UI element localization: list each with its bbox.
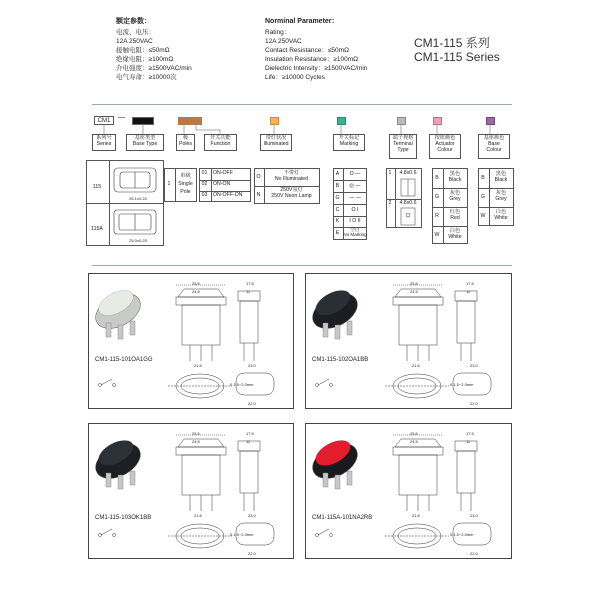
- base-dim-115: 26.1±0.20: [129, 196, 147, 201]
- side-view-housing: [399, 455, 437, 495]
- side-view-flange: [393, 297, 443, 305]
- terminal-pin: [323, 323, 328, 337]
- dim-label: 25.6: [192, 281, 200, 286]
- header-function-cn: 开关功能: [210, 135, 231, 141]
- header-poles-en: Poles: [179, 141, 192, 147]
- dim-label: 11: [246, 439, 251, 444]
- base-dim-115a: 25.0±0.25: [129, 238, 147, 243]
- side-view-actuator: [395, 289, 441, 297]
- dim-label: 21.6: [194, 513, 202, 518]
- side-view-actuator: [178, 289, 224, 297]
- front-view-top: [455, 441, 477, 451]
- terminal-pin: [130, 321, 135, 335]
- dim-label: 11: [246, 289, 251, 294]
- rated-line: 绝缘电阻：≥100mΩ: [116, 56, 174, 63]
- rated-line: 12A 250VAC: [116, 38, 153, 45]
- front-view-housing: [457, 451, 475, 493]
- side-view-housing: [182, 305, 220, 345]
- actuator-code: W: [434, 232, 440, 238]
- rated-line: 接触电阻：≤50mΩ: [116, 47, 170, 54]
- actuator-colour-cn: 黑色: [449, 171, 461, 177]
- terminal-pin: [130, 471, 135, 485]
- nominal-line: Life：≥10000 Cycles: [265, 74, 325, 81]
- circuit-switch: [318, 529, 329, 535]
- header-base-colour-en-2: Colour: [486, 147, 502, 153]
- header-illuminated-cn: 带灯状况: [265, 135, 287, 141]
- panel-cutout: [236, 523, 274, 545]
- function-code: 02: [201, 181, 208, 187]
- marking-symbol: I O II: [349, 218, 361, 224]
- poles-number: 1: [167, 181, 171, 187]
- nominal-line: Rating：: [265, 29, 291, 36]
- dim-label: 25.6: [192, 431, 200, 436]
- dim-label: 24.5: [192, 289, 200, 294]
- actuator-colour-en: Grey: [449, 196, 461, 202]
- dim-label: 22.0: [248, 401, 256, 406]
- circuit-node: [330, 534, 333, 537]
- terminal-label: 4.8x0.6: [399, 200, 417, 206]
- header-actuator-en: Actuator: [435, 141, 455, 147]
- poles-label-en-2: Pole: [180, 189, 191, 195]
- side-view-housing: [399, 305, 437, 345]
- poles-label-en: Single: [178, 181, 193, 187]
- series-title-en: CM1-115 Series: [414, 50, 500, 64]
- circuit-node: [330, 384, 333, 387]
- header-series-cn: 系列号: [96, 135, 112, 141]
- terminal-code: 1: [388, 170, 392, 176]
- dim-label: 17.5: [246, 431, 254, 436]
- marking-code: B: [335, 183, 340, 189]
- actuator-code: G: [434, 194, 440, 200]
- terminal-pin: [118, 475, 123, 489]
- header-base-colour-en: Base: [488, 141, 500, 147]
- actuator-colour-cn: 灰色: [449, 190, 461, 196]
- series-115: 115: [92, 184, 102, 190]
- marking-code: A: [335, 171, 340, 177]
- base-colour-code: G: [480, 194, 486, 200]
- dim-label: 23.0: [470, 363, 478, 368]
- dim-label: 21.6: [412, 513, 420, 518]
- dim-label: 0.1.5~2.0mm: [230, 382, 254, 387]
- dim-label: 22.0: [470, 551, 478, 556]
- dim-label: 23.0: [248, 363, 256, 368]
- circuit-node: [113, 534, 116, 537]
- marking-blank-en: No Marking: [343, 232, 367, 237]
- actuator-colour-cn: 白色: [449, 228, 461, 234]
- circuit-node: [113, 384, 116, 387]
- side-view-actuator: [395, 439, 441, 447]
- circuit-switch: [101, 529, 112, 535]
- illuminated-label-n-en: 250V Neon Lamp: [271, 193, 312, 199]
- header-terminal-cn: 端子规格: [392, 135, 414, 141]
- illuminated-code-n: N: [256, 192, 261, 198]
- header-illuminated-en: Illuminated: [263, 141, 289, 147]
- function-label: ON-ON: [213, 181, 231, 187]
- terminal-pin: [323, 473, 328, 487]
- function-code: 01: [201, 170, 208, 176]
- actuator-colour-cn: 红色: [449, 209, 461, 215]
- dim-label: 11: [466, 439, 471, 444]
- nominal-line: 12A 250VAC: [265, 38, 302, 45]
- product-label-4: CM1-115A-101NA2RB: [312, 515, 373, 521]
- side-view-flange: [176, 447, 226, 455]
- function-code: 03: [201, 192, 208, 198]
- terminal-pin: [118, 325, 123, 339]
- illuminated-label-o-cn: 不带灯: [283, 170, 300, 176]
- illuminated-label-o-en: No Illuminated: [274, 176, 309, 182]
- side-view-flange: [176, 297, 226, 305]
- nominal-line: Dielectric Intensity：≥1500VAC/min: [265, 65, 368, 72]
- dim-label: 0.1.5~2.0mm: [450, 382, 474, 387]
- poles-label-cn: 单级: [180, 173, 191, 179]
- actuator-colour-en: White: [448, 234, 462, 240]
- dim-label: 24.5: [410, 439, 418, 444]
- header-actuator-en-2: Colour: [437, 147, 453, 153]
- illuminated-code-o: O: [256, 174, 261, 180]
- function-label: ON-OFF-ON: [213, 192, 243, 198]
- dim-label: 17.5: [246, 281, 254, 286]
- function-label: ON-OFF: [213, 170, 233, 176]
- dim-label: 0.1.5~2.0mm: [450, 532, 474, 537]
- terminal-pin: [335, 325, 340, 339]
- header-poles-cn: 极: [182, 135, 189, 141]
- nominal-line: Contact Resistance：≤50mΩ: [265, 47, 349, 54]
- terminal-code: 2: [388, 200, 392, 206]
- dim-label: 11: [466, 289, 471, 294]
- header-base-colour-cn: 基座颜色: [483, 135, 505, 141]
- front-view-top: [455, 291, 477, 301]
- code-prefix: CM1: [94, 116, 114, 125]
- base-colour-en: White: [494, 215, 508, 221]
- circuit-switch: [318, 379, 329, 385]
- rated-line: 介电强度：≥1500VAC/min: [116, 65, 192, 72]
- code-separator: —: [118, 114, 125, 121]
- series-115a: 115A: [91, 226, 103, 232]
- dim-label: 23.0: [470, 513, 478, 518]
- front-view-housing: [240, 301, 258, 343]
- nominal-line: Insulation Resistance：≥100mΩ: [265, 56, 358, 63]
- terminal-pin: [106, 323, 111, 337]
- header-base-type-cn: 基座类型: [134, 135, 156, 141]
- panel-cutout: [453, 373, 491, 395]
- actuator-colour-en: Red: [450, 215, 460, 221]
- header-series-en: Series: [96, 141, 112, 147]
- dim-label: 24.5: [410, 289, 418, 294]
- dim-label: 22.0: [470, 401, 478, 406]
- header-marking-cn: 开关标记: [338, 135, 360, 141]
- series-title-cn: CM1-115 系列: [414, 36, 490, 50]
- marking-blank-cn: 空白: [350, 227, 360, 232]
- terminal-pin: [335, 475, 340, 489]
- dim-label: 23.0: [248, 513, 256, 518]
- base-colour-en: Black: [494, 177, 508, 183]
- side-view-housing: [182, 455, 220, 495]
- dim-label: 17.5: [466, 431, 474, 436]
- terminal-pin: [347, 321, 352, 335]
- actuator-code: B: [435, 175, 439, 181]
- marking-code: G: [335, 195, 340, 201]
- rated-line: 电流、电压：: [116, 29, 155, 36]
- marking-code: E: [335, 230, 340, 236]
- front-view-housing: [240, 451, 258, 493]
- base-colour-cn: 白色: [495, 209, 507, 215]
- base-colour-code: W: [480, 213, 486, 219]
- dim-label: 17.5: [466, 281, 474, 286]
- marking-symbol: — —: [349, 195, 361, 201]
- illuminated-label-n-cn: 250V氖灯: [280, 187, 303, 193]
- dim-label: 21.6: [412, 363, 420, 368]
- header-function-en: Function: [210, 141, 231, 147]
- front-view-top: [238, 291, 260, 301]
- dim-label: 25.6: [410, 281, 418, 286]
- front-view-top: [238, 441, 260, 451]
- marking-code: K: [335, 218, 340, 224]
- dim-label: 0.1.5~2.0mm: [230, 532, 254, 537]
- side-view-flange: [393, 447, 443, 455]
- circuit-switch: [101, 379, 112, 385]
- marking-symbol: ◎ —: [349, 183, 361, 189]
- actuator-colour-en: Black: [448, 177, 462, 183]
- dim-label: 25.6: [410, 431, 418, 436]
- side-view-actuator: [178, 439, 224, 447]
- dim-label: 24.5: [192, 439, 200, 444]
- header-terminal-en: Terminal: [393, 141, 413, 147]
- terminal-pin: [347, 471, 352, 485]
- header-actuator-cn: 按钮颜色: [434, 135, 456, 141]
- panel-cutout: [453, 523, 491, 545]
- product-label-3: CM1-115-103OK1BB: [95, 515, 152, 521]
- base-colour-code: B: [481, 175, 485, 181]
- base-colour-en: Grey: [495, 196, 507, 202]
- actuator-code: R: [435, 213, 439, 219]
- marking-symbol: O I: [351, 207, 359, 213]
- base-colour-cn: 黑色: [495, 171, 507, 177]
- panel-cutout: [236, 373, 274, 395]
- product-label-1: CM1-115-101OA1GG: [95, 357, 153, 363]
- marking-code: C: [335, 207, 340, 213]
- nominal-title: Norminal Parameter：: [265, 18, 339, 25]
- header-terminal-en-2: Type: [397, 147, 409, 153]
- front-view-housing: [457, 301, 475, 343]
- rated-title: 额定参数：: [116, 18, 151, 25]
- dim-label: 22.0: [248, 551, 256, 556]
- base-colour-cn: 灰色: [495, 190, 507, 196]
- terminal-pin: [106, 473, 111, 487]
- product-label-2: CM1-115-102OA1BB: [312, 357, 369, 363]
- terminal-label: 4.8x0.6: [399, 170, 417, 176]
- header-marking-en: Marking: [339, 141, 359, 147]
- dim-label: 21.6: [194, 363, 202, 368]
- marking-symbol: O —: [349, 171, 361, 177]
- rated-line: 电气寿命：≥10000次: [116, 74, 177, 81]
- header-base-type-en: Base Type: [132, 141, 158, 147]
